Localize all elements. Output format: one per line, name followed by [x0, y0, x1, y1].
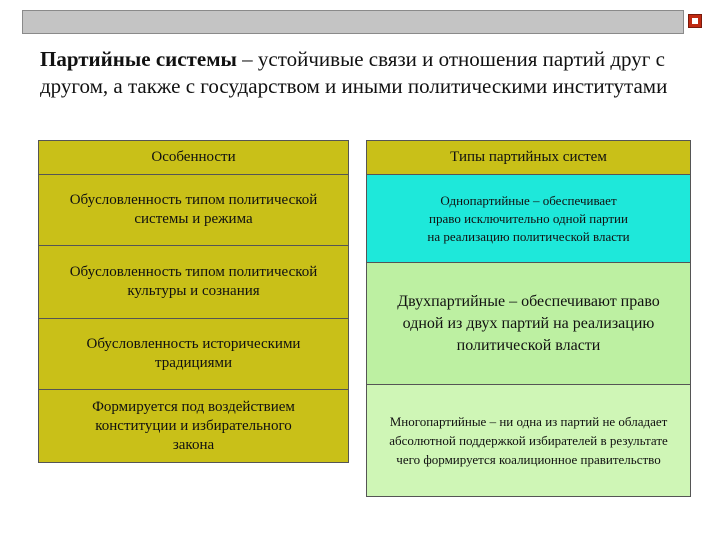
left-item-4-label: Формируется под воздействием конституции и избирательного закона [92, 398, 295, 453]
title-bar [22, 10, 684, 34]
right-item-two-party-label: Двухпартийные – обеспечивают право одной из двух партий на реализацию политической власти [397, 292, 660, 354]
right-item-one-party-label: Однопартийные – обеспечивает право исключительно одной партии на реализацию политической власти [427, 192, 630, 244]
left-item-1-label: Обусловленность типом политической системы и режима [69, 192, 318, 227]
left-header-label: Особенности [151, 149, 236, 165]
right-header [366, 140, 691, 175]
left-item-2-label: Обусловленность типом политической культуры и сознания [69, 264, 318, 299]
heading-term: Партийные системы [40, 47, 237, 71]
right-item-two-party [366, 262, 691, 385]
heading-definition: – устойчивые связи и отношения партий друг с другом, а также с государством и иными политическими институтами [40, 47, 668, 98]
left-item-1 [38, 174, 349, 246]
left-item-3 [38, 318, 349, 390]
page-heading [40, 46, 680, 100]
right-header-label: Типы партийных систем [450, 149, 607, 165]
left-item-3-label: Обусловленность историческими традициями [86, 336, 301, 371]
left-item-4 [38, 389, 349, 463]
square-bullet-icon [688, 14, 702, 28]
right-item-multi-party-label: Многопартийные – ни одна из партий не обладает абсолютной поддержкой избирателей в результате чего формируется коалиционное правительство [389, 414, 668, 467]
left-item-2 [38, 245, 349, 319]
right-item-one-party [366, 174, 691, 263]
left-header [38, 140, 349, 175]
right-item-multi-party [366, 384, 691, 497]
